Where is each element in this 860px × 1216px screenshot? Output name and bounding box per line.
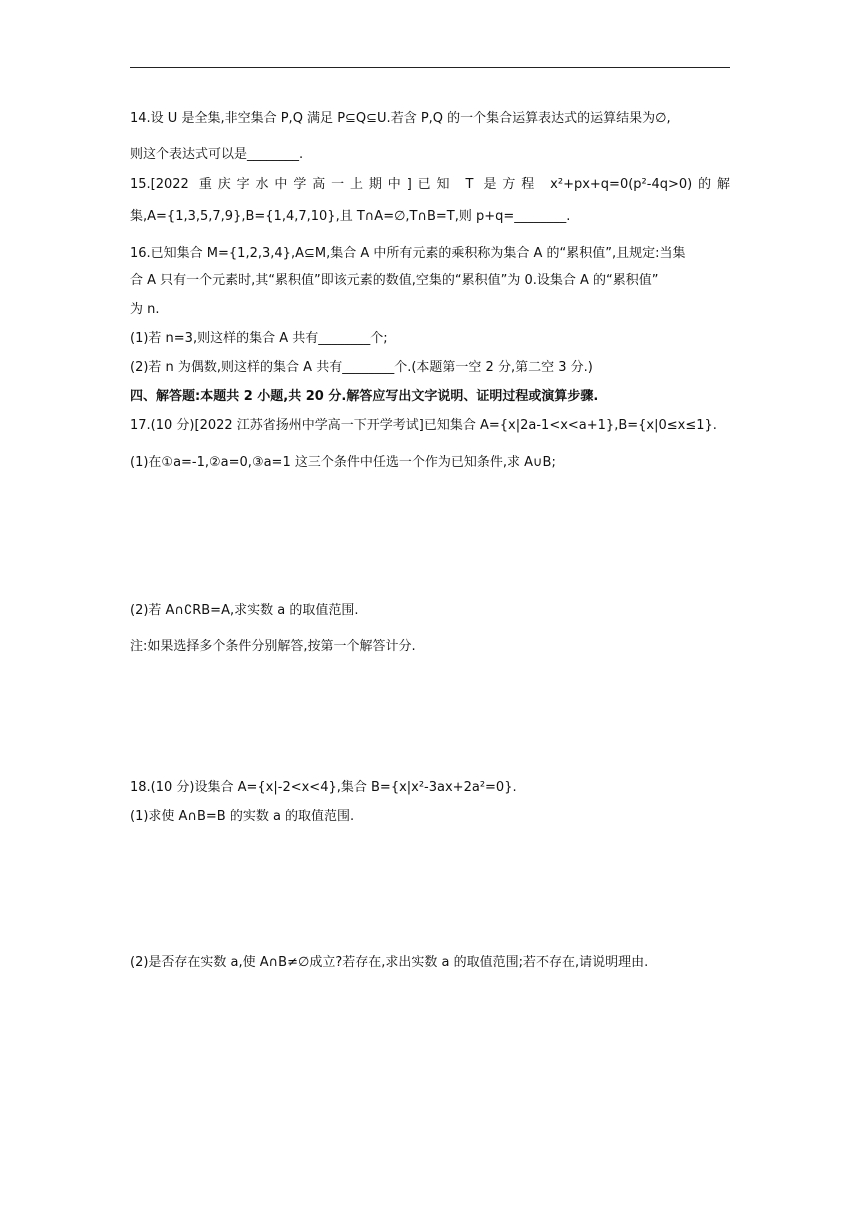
q14-line2: 则这个表达式可以是________. bbox=[130, 147, 304, 162]
q16-part2: (2)若 n 为偶数,则这样的集合 A 共有________个.(本题第一空 2 分,第二空 3 分.) bbox=[130, 360, 593, 375]
q16-part1: (1)若 n=3,则这样的集合 A 共有________个; bbox=[130, 331, 388, 346]
q17-stem: 17.(10 分)[2022 江苏省扬州中学高一下开学考试]已知集合 A={x|2a-1<x<a+1},B={x|0≤x≤1}. bbox=[130, 418, 717, 433]
section-heading: 四、解答题:本题共 2 小题,共 20 分.解答应写出文字说明、证明过程或演算步骤. bbox=[130, 389, 599, 404]
q17-part1: (1)在①a=-1,②a=0,③a=1 这三个条件中任选一个作为已知条件,求 A∪B; bbox=[130, 455, 556, 470]
q14-line1: 14.设 U 是全集,非空集合 P,Q 满足 P⊆Q⊆U.若含 P,Q 的一个集合运算表达式的运算结果为∅, bbox=[130, 111, 671, 126]
q18-stem: 18.(10 分)设集合 A={x|-2<x<4},集合 B={x|x²-3ax+2a²=0}. bbox=[130, 780, 517, 795]
q17-note: 注:如果选择多个条件分别解答,按第一个解答计分. bbox=[130, 639, 416, 654]
q18-part1: (1)求使 A∩B=B 的实数 a 的取值范围. bbox=[130, 809, 355, 824]
q15-line1: 15.[2022 重庆字水中学高一上期中]已知 T 是方程 x²+px+q=0(p²-4q>0)的解 bbox=[130, 177, 730, 192]
q15-line2: 集,A={1,3,5,7,9},B={1,4,7,10},且 T∩A=∅,T∩B=T,则 p+q=________. bbox=[130, 209, 571, 224]
header-rule bbox=[130, 67, 730, 68]
q17-part2: (2)若 A∩∁RB=A,求实数 a 的取值范围. bbox=[130, 603, 359, 618]
q16-line2: 合 A 只有一个元素时,其“累积值”即该元素的数值,空集的“累积值”为 0.设集合 A 的“累积值” bbox=[130, 273, 659, 288]
q16-line3: 为 n. bbox=[130, 302, 160, 317]
q16-line1: 16.已知集合 M={1,2,3,4},A⊆M,集合 A 中所有元素的乘积称为集合 A 的“累积值”,且规定:当集 bbox=[130, 246, 686, 261]
q18-part2: (2)是否存在实数 a,使 A∩B≠∅成立?若存在,求出实数 a 的取值范围;若不存在,请说明理由. bbox=[130, 955, 649, 970]
